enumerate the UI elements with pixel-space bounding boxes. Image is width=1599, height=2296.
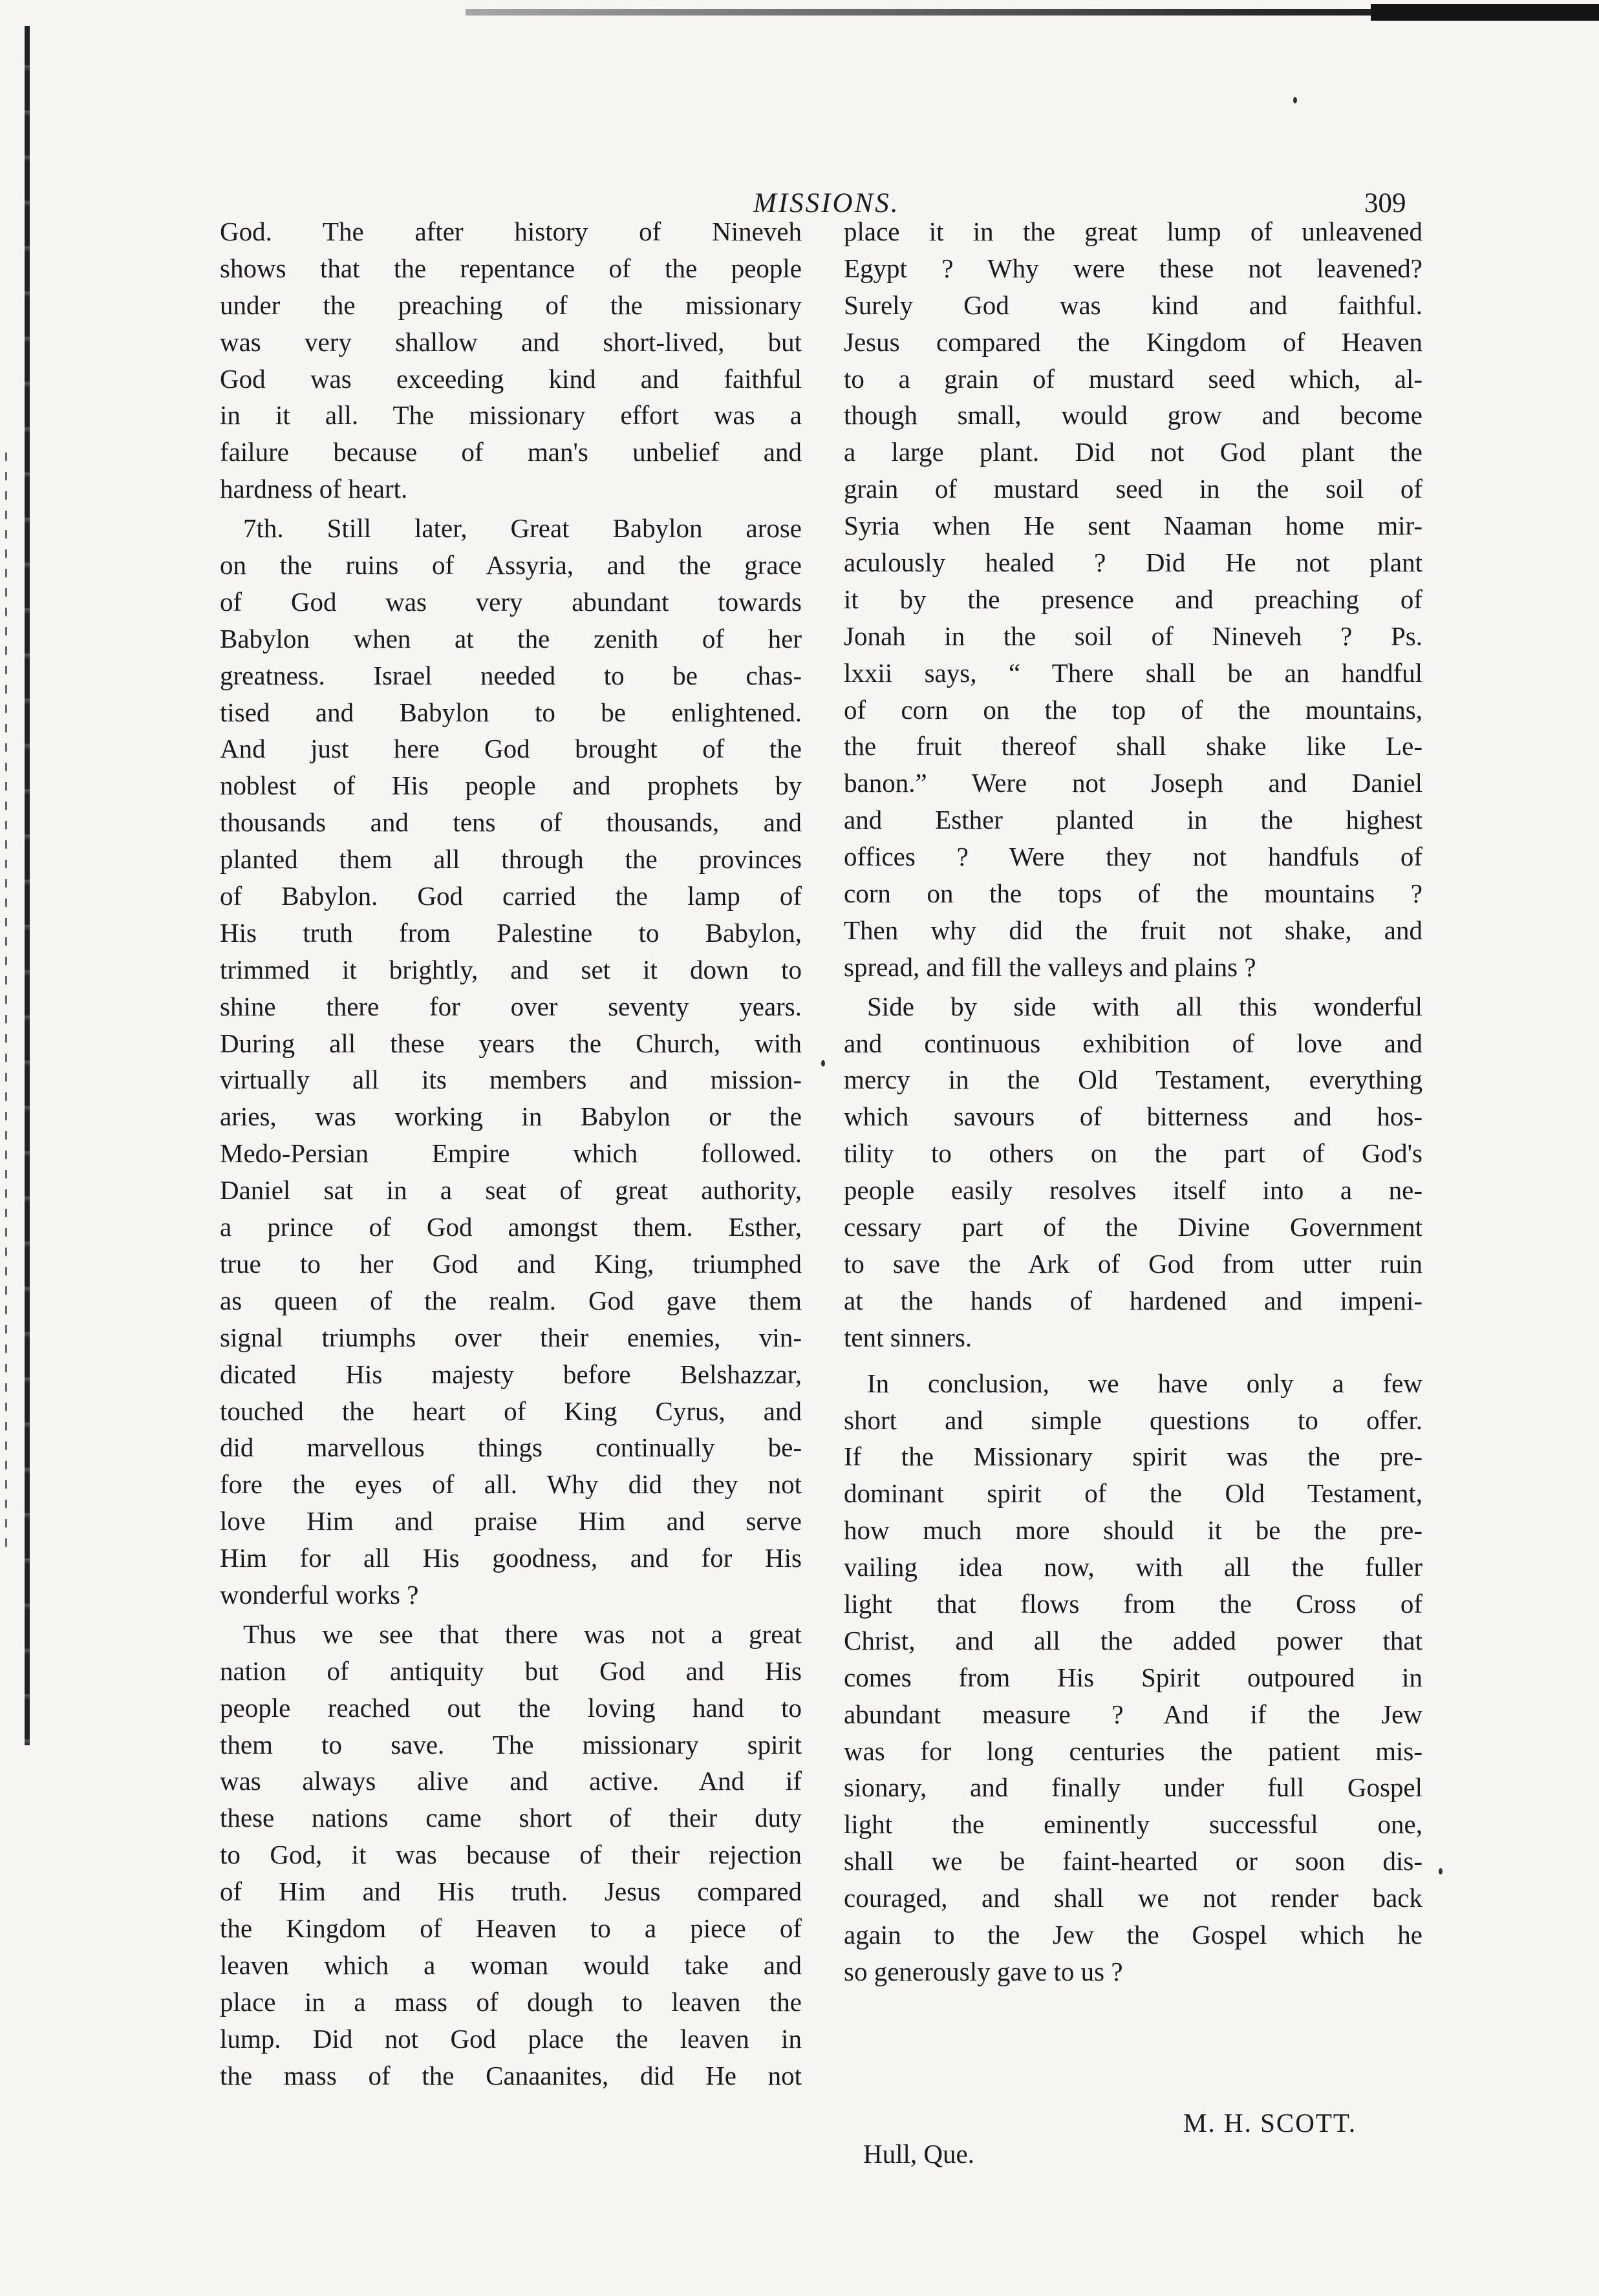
text-line: shine there for over seventy years. xyxy=(220,991,802,1021)
text-line: people reached out the loving hand to xyxy=(220,1692,802,1723)
text-line: hardness of heart. xyxy=(220,474,408,504)
text-line: Then why did the fruit not shake, and xyxy=(844,915,1422,945)
text-line: couraged, and shall we not render back xyxy=(844,1883,1422,1913)
text-line: light the eminently successful one, xyxy=(844,1809,1422,1840)
text-line: short and simple questions to offer. xyxy=(844,1405,1422,1435)
text-line: it by the presence and preaching of xyxy=(844,584,1422,614)
text-line: was for long centuries the patient mis- xyxy=(844,1736,1422,1766)
scan-edge-left xyxy=(25,26,30,1745)
paragraph xyxy=(844,1365,1422,1990)
text-line: in it all. The missionary effort was a xyxy=(220,400,802,430)
text-line: signal triumphs over their enemies, vin- xyxy=(220,1322,802,1352)
text-line: virtually all its members and mission- xyxy=(220,1065,802,1095)
text-line: people easily resolves itself into a ne- xyxy=(844,1175,1422,1206)
text-line: and continuous exhibition of love and xyxy=(844,1028,1422,1058)
text-line: Christ, and all the added power that xyxy=(844,1625,1422,1655)
text-line: light that flows from the Cross of xyxy=(844,1588,1422,1619)
text-line: them to save. The missionary spirit xyxy=(220,1729,802,1759)
text-line: During all these years the Church, with xyxy=(220,1028,802,1058)
text-line: 7th. Still later, Great Babylon arose xyxy=(243,513,802,544)
text-line: was always alive and active. And if xyxy=(220,1766,802,1796)
scan-speck xyxy=(1439,1868,1443,1875)
text-line: tent sinners. xyxy=(844,1322,972,1352)
text-line: God. The after history of Nineveh xyxy=(220,217,802,246)
text-line: banon.” Were not Joseph and Daniel xyxy=(844,768,1422,798)
paragraph xyxy=(844,988,1422,1356)
text-line: mercy in the Old Testament, everything xyxy=(844,1065,1422,1095)
text-line: cessary part of the Divine Government xyxy=(844,1212,1422,1242)
page-number: 309 xyxy=(1364,188,1406,218)
text-line: noblest of His people and prophets by xyxy=(220,771,802,801)
text-line: touched the heart of King Cyrus, and xyxy=(220,1396,802,1426)
text-line: again to the Jew the Gospel which he xyxy=(844,1919,1422,1950)
text-line: tised and Babylon to be enlightened. xyxy=(220,697,802,727)
text-line: the Kingdom of Heaven to a piece of xyxy=(220,1913,802,1943)
text-line: a prince of God amongst them. Esther, xyxy=(220,1212,802,1242)
scan-edge-left-faint xyxy=(5,452,7,1551)
text-line: aries, was working in Babylon or the xyxy=(220,1101,802,1132)
paragraph xyxy=(844,213,1422,986)
text-line: the mass of the Canaanites, did He not xyxy=(220,2060,802,2090)
text-line: sionary, and finally under full Gospel xyxy=(844,1772,1422,1803)
text-line: love Him and praise Him and serve xyxy=(220,1506,802,1536)
text-line: greatness. Israel needed to be chas- xyxy=(220,660,802,690)
text-line: Egypt ? Why were these not leavened? xyxy=(844,253,1422,283)
text-line: place in a mass of dough to leaven the xyxy=(220,1986,802,2017)
text-line: fore the eyes of all. Why did they not xyxy=(220,1469,802,1500)
text-line: nation of antiquity but God and His xyxy=(220,1655,802,1686)
text-line: Syria when He sent Naaman home mir- xyxy=(844,511,1422,541)
text-line: of Babylon. God carried the lamp of xyxy=(220,881,802,911)
right-column xyxy=(844,213,1422,1990)
text-line: failure because of man's unbelief and xyxy=(220,437,802,467)
text-line: offices ? Were they not handfuls of xyxy=(844,842,1422,872)
text-line: aculously healed ? Did He not plant xyxy=(844,547,1422,578)
text-line: true to her God and King, triumphed xyxy=(220,1248,802,1279)
text-line: thousands and tens of thousands, and xyxy=(220,807,802,838)
text-line: under the preaching of the missionary xyxy=(220,290,802,320)
scan-edge-top-corner xyxy=(1371,4,1599,21)
text-line: lxxii says, “ There shall be an handful xyxy=(844,657,1422,688)
text-line: Thus we see that there was not a great xyxy=(243,1619,802,1649)
text-line: trimmed it brightly, and set it down to xyxy=(220,954,802,984)
text-line: of God was very abundant towards xyxy=(220,586,802,617)
running-head: MISSIONS. xyxy=(753,188,900,218)
text-line: at the hands of hardened and impeni- xyxy=(844,1285,1422,1315)
text-line: Jesus compared the Kingdom of Heaven xyxy=(844,326,1422,357)
text-line: which savours of bitterness and hos- xyxy=(844,1101,1422,1132)
text-line: though small, would grow and become xyxy=(844,400,1422,430)
text-line: dicated His majesty before Belshazzar, xyxy=(220,1359,802,1389)
author-location: Hull, Que. xyxy=(863,2139,974,2169)
paragraph xyxy=(220,510,802,1613)
paragraph xyxy=(220,1616,802,2094)
text-line: planted them all through the provinces xyxy=(220,844,802,875)
text-line: Side by side with all this wonderful xyxy=(867,991,1422,1021)
text-line: In conclusion, we have only a few xyxy=(867,1368,1422,1398)
text-line: corn on the tops of the mountains ? xyxy=(844,878,1422,909)
text-line: Surely God was kind and faithful. xyxy=(844,290,1422,320)
text-line: Jonah in the soil of Nineveh ? Ps. xyxy=(844,621,1422,651)
text-line: on the ruins of Assyria, and the grace xyxy=(220,550,802,580)
text-line: dominant spirit of the Old Testament, xyxy=(844,1478,1422,1509)
text-line: wonderful works ? xyxy=(220,1579,419,1610)
left-column xyxy=(220,213,802,2094)
scan-speck xyxy=(821,1060,825,1067)
text-line: If the Missionary spirit was the pre- xyxy=(844,1441,1422,1472)
text-line: Daniel sat in a seat of great authority, xyxy=(220,1175,802,1206)
text-line: lump. Did not God place the leaven in xyxy=(220,2023,802,2054)
text-line: of corn on the top of the mountains, xyxy=(844,694,1422,725)
text-line: shall we be faint-hearted or soon dis- xyxy=(844,1846,1422,1876)
text-line: the fruit thereof shall shake like Le- xyxy=(844,731,1422,761)
text-line: to save the Ark of God from utter ruin xyxy=(844,1248,1422,1279)
text-line: His truth from Palestine to Babylon, xyxy=(220,917,802,948)
text-line: of Him and His truth. Jesus compared xyxy=(220,1876,802,1907)
text-line: grain of mustard seed in the soil of xyxy=(844,474,1422,504)
text-line: to God, it was because of their rejection xyxy=(220,1840,802,1870)
text-line: abundant measure ? And if the Jew xyxy=(844,1699,1422,1729)
text-line: Babylon when at the zenith of her xyxy=(220,623,802,654)
text-line: Medo-Persian Empire which followed. xyxy=(220,1138,802,1169)
text-line: And just here God brought of the xyxy=(220,734,802,764)
text-line: shows that the repentance of the people xyxy=(220,253,802,283)
text-line: God was exceeding kind and faithful xyxy=(220,363,802,394)
text-line: as queen of the realm. God gave them xyxy=(220,1285,802,1315)
text-line: did marvellous things continually be- xyxy=(220,1432,802,1463)
text-line: was very shallow and short-lived, but xyxy=(220,326,802,357)
text-line: to a grain of mustard seed which, al- xyxy=(844,363,1422,394)
author-signature: M. H. SCOTT. xyxy=(1183,2108,1357,2138)
text-line: Him for all His goodness, and for His xyxy=(220,1543,802,1573)
text-line: leaven which a woman would take and xyxy=(220,1950,802,1980)
text-line: and Esther planted in the highest xyxy=(844,805,1422,835)
scan-speck xyxy=(1293,97,1297,103)
text-line: tility to others on the part of God's xyxy=(844,1138,1422,1169)
paragraph xyxy=(220,213,802,507)
text-line: comes from His Spirit outpoured in xyxy=(844,1662,1422,1692)
text-line: vailing idea now, with all the fuller xyxy=(844,1552,1422,1582)
text-line: so generously gave to us ? xyxy=(844,1956,1123,1986)
text-line: a large plant. Did not God plant the xyxy=(844,437,1422,467)
text-line: place it in the great lump of unleavened xyxy=(844,217,1422,246)
text-line: these nations came short of their duty xyxy=(220,1803,802,1833)
text-line: spread, and fill the valleys and plains ? xyxy=(844,951,1256,982)
text-line: how much more should it be the pre- xyxy=(844,1515,1422,1546)
